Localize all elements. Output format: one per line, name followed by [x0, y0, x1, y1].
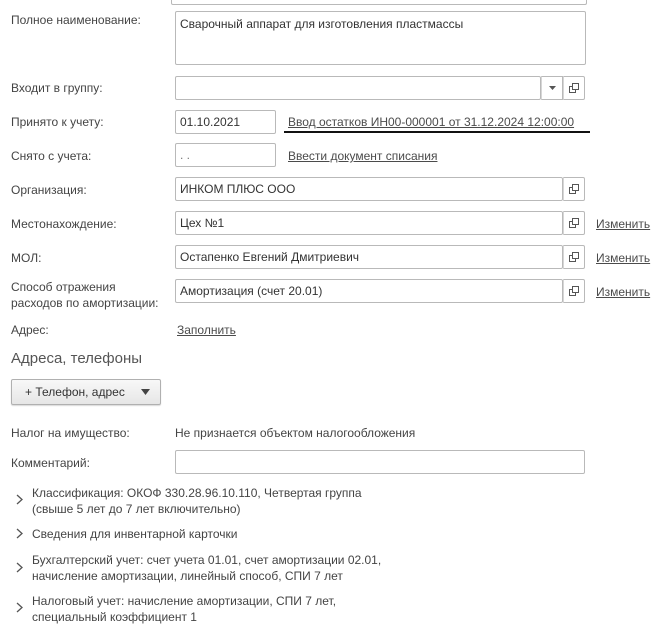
- section-line: Классификация: ОКОФ 330.28.96.10.110, Четвертая группа: [32, 486, 362, 500]
- mol-open-button[interactable]: [563, 245, 585, 269]
- previous-field-frame: [171, 0, 587, 5]
- contacts-heading: Адреса, телефоны: [11, 350, 143, 367]
- full-name-textarea[interactable]: Сварочный аппарат для изготовления пластмассы: [175, 11, 586, 65]
- section-line: (свыше 5 лет до 7 лет включительно): [32, 502, 241, 516]
- accepted-date-input[interactable]: 01.10.2021: [175, 110, 276, 134]
- add-contact-button-label: + Телефон, адрес: [25, 385, 125, 399]
- dropdown-arrow-icon: [549, 86, 556, 90]
- group-dropdown-button[interactable]: [541, 76, 563, 100]
- open-external-icon: [569, 218, 579, 228]
- organization-input[interactable]: ИНКОМ ПЛЮС ООО: [175, 177, 563, 201]
- accepted-document-link[interactable]: Ввод остатков ИН00-000001 от 31.12.2024 12:00:00: [288, 115, 575, 129]
- removed-date-input[interactable]: . .: [175, 143, 276, 167]
- tax-label: Налог на имущество:: [11, 426, 130, 440]
- section-line: Налоговый учет: начисление амортизации, СПИ 7 лет,: [32, 594, 337, 608]
- open-external-icon: [569, 184, 579, 194]
- location-input[interactable]: Цех №1: [175, 211, 563, 235]
- write-off-link[interactable]: Ввести документ списания: [288, 149, 438, 163]
- chevron-right-icon: [16, 528, 23, 539]
- chevron-right-icon: [16, 562, 23, 573]
- open-external-icon: [569, 83, 579, 93]
- full-name-label: Полное наименование:: [11, 13, 141, 27]
- amortization-label-line1: Способ отражения: [11, 280, 116, 294]
- amortization-open-button[interactable]: [563, 279, 585, 303]
- group-label: Входит в группу:: [11, 81, 103, 95]
- tax-value: Не признается объектом налогообложения: [175, 426, 416, 440]
- comment-input[interactable]: [175, 450, 585, 474]
- group-input[interactable]: [175, 76, 541, 100]
- mol-label: МОЛ:: [11, 251, 42, 265]
- address-fill-link[interactable]: Заполнить: [177, 323, 236, 337]
- section-line: Сведения для инвентарной карточки: [32, 527, 238, 541]
- organization-label: Организация:: [11, 183, 87, 197]
- amortization-label-line2: расходов по амортизации:: [11, 296, 159, 310]
- chevron-right-icon: [16, 602, 23, 613]
- accepted-label: Принято к учету:: [11, 115, 104, 129]
- dropdown-arrow-icon: [141, 389, 150, 395]
- removed-label: Снято с учета:: [11, 149, 92, 163]
- comment-label: Комментарий:: [11, 456, 90, 470]
- open-external-icon: [569, 252, 579, 262]
- section-line: начисление амортизации, линейный способ, СПИ 7 лет: [32, 569, 343, 583]
- chevron-right-icon: [16, 494, 23, 505]
- mol-change-link[interactable]: Изменить: [596, 251, 651, 265]
- amortization-change-link[interactable]: Изменить: [596, 285, 651, 299]
- section-line: Бухгалтерский учет: счет учета 01.01, счет амортизации 02.01,: [32, 553, 382, 567]
- address-label: Адрес:: [11, 323, 49, 337]
- location-open-button[interactable]: [563, 211, 585, 235]
- group-open-button[interactable]: [563, 76, 585, 100]
- mol-input[interactable]: Остапенко Евгений Дмитриевич: [175, 245, 563, 269]
- section-line: специальный коэффициент 1: [32, 610, 197, 624]
- organization-open-button[interactable]: [563, 177, 585, 201]
- location-label: Местонахождение:: [11, 217, 117, 231]
- open-external-icon: [569, 286, 579, 296]
- add-contact-button[interactable]: [11, 379, 161, 405]
- location-change-link[interactable]: Изменить: [596, 217, 651, 231]
- accepted-link-underline: [284, 131, 590, 133]
- amortization-input[interactable]: Амортизация (счет 20.01): [175, 279, 563, 303]
